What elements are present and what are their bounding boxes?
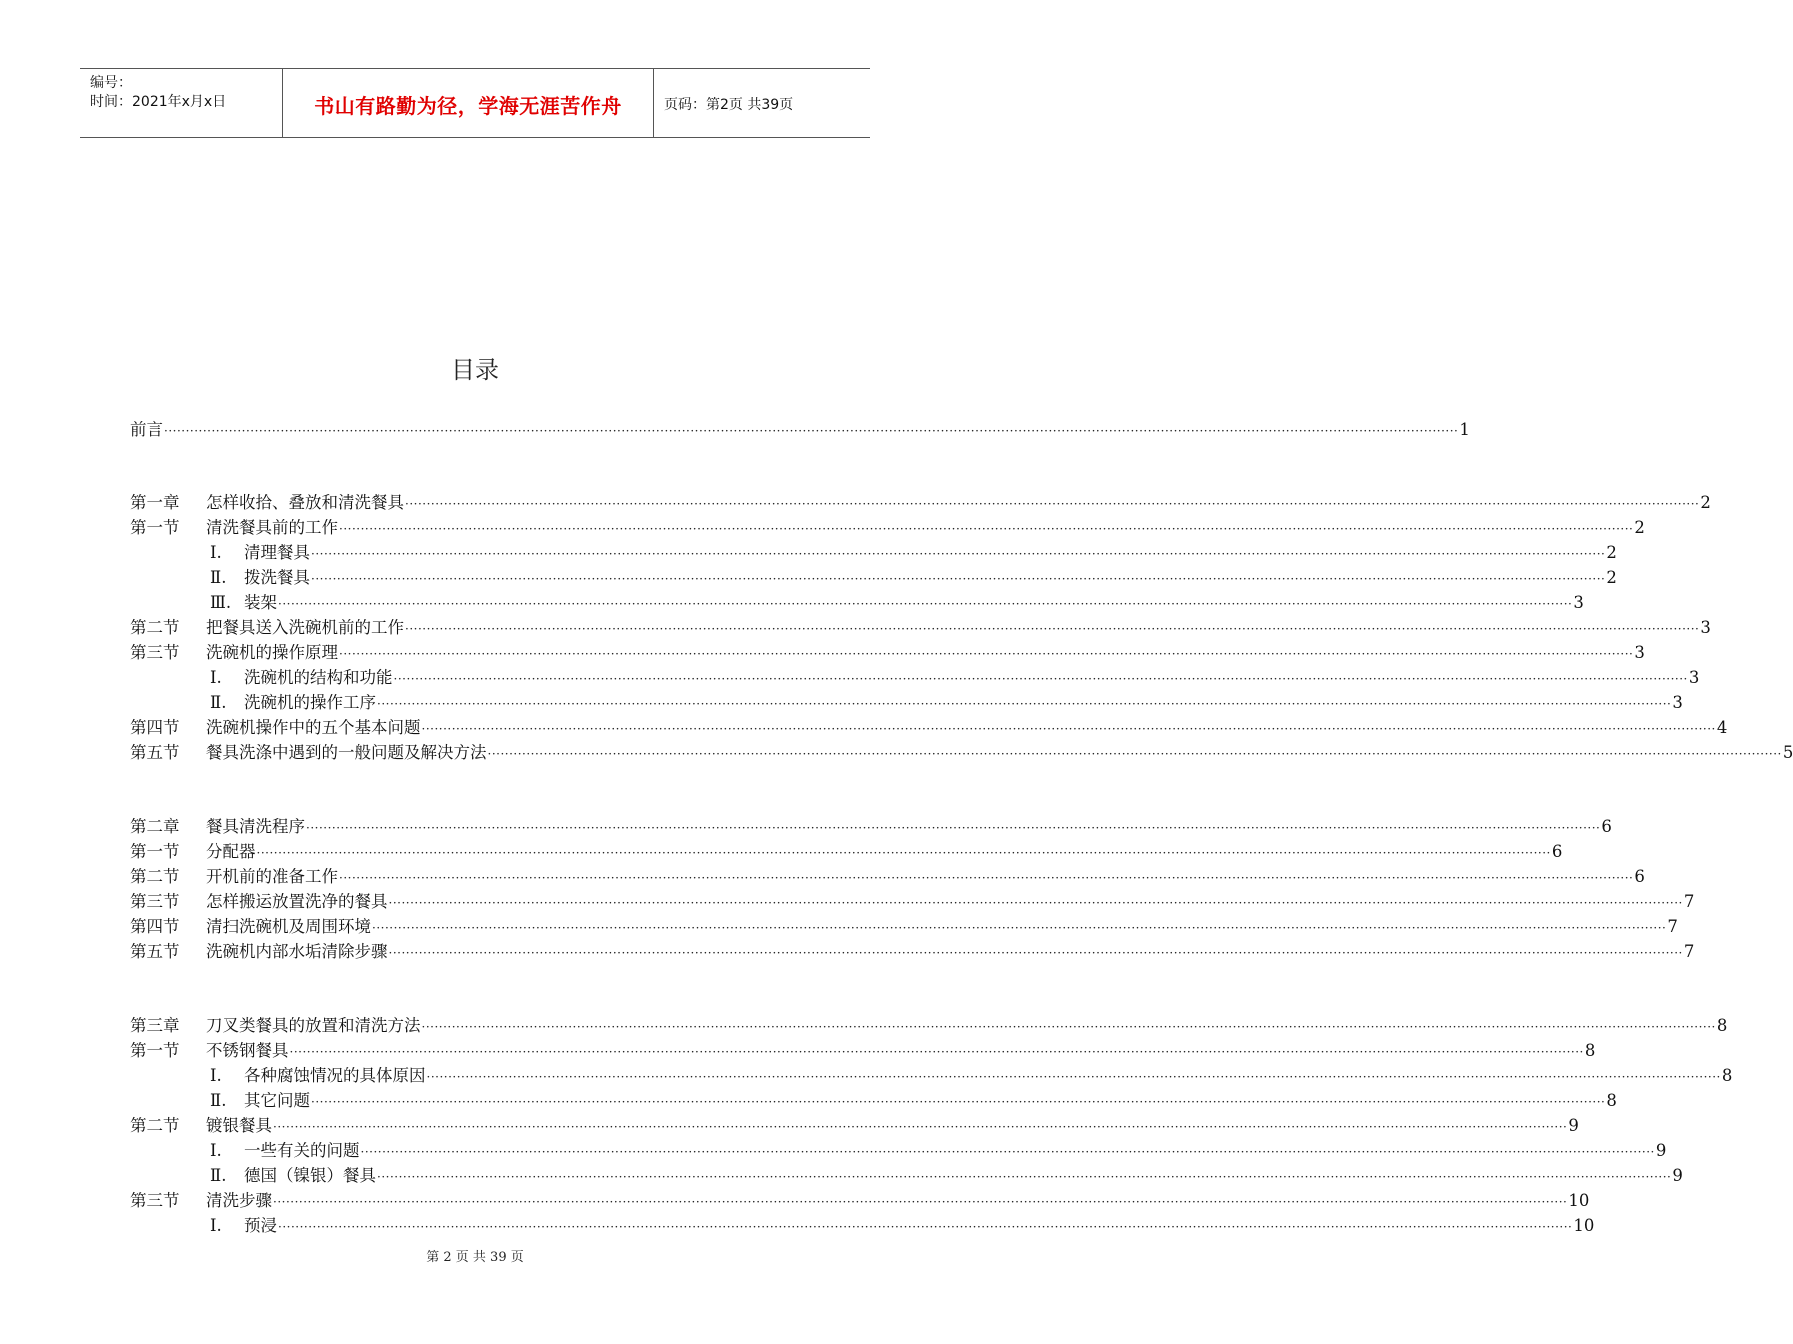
toc-entry-label: 第四节 [130,917,180,936]
toc-entry-title: 把餐具送入洗碗机前的工作 [206,618,404,637]
page-footer: 第 2 页 共 39 页 [426,1250,524,1265]
toc-dot-leader: ············································································································································································································································································································ [339,522,1634,536]
toc-entry-title: 洗碗机的结构和功能 [244,668,393,687]
toc-entry [130,541,1617,565]
toc-dot-leader: ············································································································································································································································································································ [339,871,1634,885]
toc-entry [130,591,1584,615]
toc-entry-title: 其它问题 [244,1091,310,1110]
toc-dot-leader: ············································································································································································································································································································ [405,622,1700,636]
toc-entry-page: 5 [1782,743,1793,762]
toc-dot-leader: ············································································································································································································································································································ [164,424,1459,438]
toc-dot-leader: ············································································································································································································································································································ [306,821,1601,835]
toc-entry-label: 第三节 [130,643,180,662]
toc-entry-title: 刀叉类餐具的放置和清洗方法 [206,1016,421,1035]
toc-entry [130,1114,1579,1138]
toc-entry [130,1214,1595,1238]
toc-entry-label: Ⅲ. [210,593,232,612]
toc-dot-leader: ············································································································································································································································································································ [278,597,1573,611]
toc-entry-label: Ⅱ. [210,568,227,587]
toc-dot-leader: ············································································································································································································································································································ [426,1070,1721,1084]
toc-entry-label: Ⅰ. [210,543,222,562]
toc-entry-page: 7 [1683,942,1695,961]
toc-entry-title: 怎样收拾、叠放和清洗餐具 [206,493,404,512]
toc-dot-leader: ············································································································································································································································································································ [487,747,1782,761]
toc-dot-leader: ············································································································································································································································································································ [256,846,1551,860]
toc-entry [130,516,1645,540]
toc-title: 目录 [451,356,499,384]
toc-entry-label: Ⅰ. [210,668,222,687]
toc-dot-leader: ············································································································································································································································································································ [273,1195,1568,1209]
toc-entry-page: 6 [1634,867,1645,886]
toc-entry-label: 第二节 [130,1116,180,1135]
toc-entry-title: 德国（镍银）餐具 [244,1166,376,1185]
toc-entry-label: 第三节 [130,1191,180,1210]
toc-entry-title: 洗碗机的操作原理 [206,643,338,662]
toc-dot-leader: ············································································································································································································································································································ [311,572,1606,586]
toc-entry-title: 清理餐具 [244,543,310,562]
toc-entry-label: 第四节 [130,718,180,737]
toc-entry-label: Ⅰ. [210,1216,222,1235]
header-motto: 书山有路勤为径，学海无涯苦作舟 [314,94,622,118]
toc-dot-leader: ············································································································································································································································································································ [289,1045,1584,1059]
toc-entry [130,1189,1590,1213]
toc-entry [130,641,1645,665]
header-meta-cell [80,69,283,137]
toc-entry-page: 8 [1721,1066,1733,1085]
toc-entry-title: 一些有关的问题 [244,1141,360,1160]
toc-entry-label: Ⅱ. [210,1166,227,1185]
toc-dot-leader: ············································································································································································································································································································ [339,647,1634,661]
toc-entry [130,840,1563,864]
header-page-cell [654,69,870,137]
toc-entry-title: 怎样搬运放置洗净的餐具 [206,892,388,911]
toc-entry-page: 8 [1584,1041,1596,1060]
toc-entry-label: Ⅱ. [210,1091,227,1110]
toc-entry-label: 第一节 [130,1041,180,1060]
toc-entry-title: 洗碗机操作中的五个基本问题 [206,718,421,737]
toc-entry-page: 7 [1667,917,1678,936]
toc-entry-page: 9 [1672,1166,1683,1185]
toc-entry [130,1164,1683,1188]
toc-entry-page: 9 [1655,1141,1667,1160]
toc-dot-leader: ············································································································································································································································································································ [421,1020,1716,1034]
toc-dot-leader: ············································································································································································································································································································ [393,672,1688,686]
toc-entry [130,815,1612,839]
toc-entry-label: 第二章 [130,817,180,836]
document-header [80,68,870,138]
toc-entry-page: 3 [1700,618,1711,637]
toc-entry-title: 前言 [130,420,163,439]
toc-entry [130,566,1617,590]
toc-dot-leader: ············································································································································································································································································································ [388,896,1683,910]
toc-entry-label: 第一章 [130,493,180,512]
toc-entry-page: 7 [1683,892,1695,911]
toc-entry-page: 1 [1459,420,1470,439]
toc-entry-title: 餐具洗涤中遇到的一般问题及解决方法 [206,743,487,762]
toc-dot-leader: ············································································································································································································································································································ [372,921,1667,935]
toc-dot-leader: ············································································································································································································································································································ [311,1095,1606,1109]
toc-entry [130,666,1700,690]
toc-entry [130,1014,1728,1038]
header-motto-cell [283,69,654,137]
toc-entry-title: 预浸 [244,1216,277,1235]
document-number-label: 编号： [90,75,132,91]
toc-entry [130,915,1678,939]
toc-entry-label: Ⅰ. [210,1066,222,1085]
toc-entry-page: 10 [1568,1191,1590,1210]
toc-entry [130,616,1711,640]
toc-dot-leader: ············································································································································································································································································································ [377,697,1672,711]
toc-entry-title: 镀银餐具 [206,1116,272,1135]
toc-entry-title: 清洗餐具前的工作 [206,518,338,537]
toc-dot-leader: ············································································································································································································································································································ [273,1120,1568,1134]
toc-entry-label: Ⅰ. [210,1141,222,1160]
toc-entry-page: 6 [1601,817,1612,836]
toc-dot-leader: ············································································································································································································································································································ [311,547,1606,561]
toc-dot-leader: ············································································································································································································································································································ [388,946,1683,960]
toc-entry-label: 第五节 [130,942,180,961]
toc-entry-label: 第五节 [130,743,180,762]
toc-entry [130,1039,1596,1063]
toc-dot-leader: ············································································································································································································································································································ [360,1145,1655,1159]
toc-entry [130,741,1793,765]
header-page-info: 页码：第2页 共39页 [664,97,794,113]
toc-entry-page: 9 [1568,1116,1579,1135]
toc-entry-label: Ⅱ. [210,693,227,712]
toc-entry-page: 8 [1606,1091,1617,1110]
toc-entry-page: 3 [1672,693,1683,712]
toc-entry-page: 8 [1716,1016,1728,1035]
toc-entry-title: 清洗步骤 [206,1191,272,1210]
toc-entry-label: 第一节 [130,518,180,537]
toc-entry-page: 4 [1716,718,1728,737]
toc-dot-leader: ············································································································································································································································································································ [405,497,1700,511]
toc-dot-leader: ············································································································································································································································································································ [278,1220,1573,1234]
toc-entry-title: 装架 [244,593,277,612]
toc-entry-page: 6 [1551,842,1563,861]
toc-entry [130,1139,1667,1163]
document-date: 时间：2021年x月x日 [90,94,227,110]
toc-dot-leader: ············································································································································································································································································································ [377,1170,1672,1184]
toc-entry-title: 清扫洗碗机及周围环境 [206,917,371,936]
toc-entry-page: 2 [1700,493,1711,512]
toc-entry-title: 不锈钢餐具 [206,1041,289,1060]
toc-entry-title: 分配器 [206,842,256,861]
toc-entry-title: 开机前的准备工作 [206,867,338,886]
toc-entry-label: 第三节 [130,892,180,911]
toc-entry-title: 餐具清洗程序 [206,817,305,836]
toc-entry-title: 洗碗机的操作工序 [244,693,376,712]
toc-dot-leader: ············································································································································································································································································································ [421,722,1716,736]
toc-entry [130,418,1470,442]
toc-entry-label: 第二节 [130,618,180,637]
toc-entry-page: 2 [1606,568,1617,587]
toc-entry [130,491,1711,515]
toc-entry-title: 拨洗餐具 [244,568,310,587]
toc-entry-title: 各种腐蚀情况的具体原因 [244,1066,426,1085]
toc-entry [130,691,1683,715]
toc-entry-page: 3 [1634,643,1645,662]
toc-entry-label: 第一节 [130,842,180,861]
toc-entry [130,1089,1617,1113]
toc-entry-page: 2 [1634,518,1645,537]
toc-entry [130,890,1695,914]
toc-entry-page: 3 [1573,593,1584,612]
toc-entry-label: 第二节 [130,867,180,886]
toc-entry-title: 洗碗机内部水垢清除步骤 [206,942,388,961]
toc-entry-page: 3 [1688,668,1700,687]
toc-entry [130,865,1645,889]
toc-entry-page: 10 [1573,1216,1595,1235]
toc-entry-page: 2 [1606,543,1617,562]
toc-entry [130,716,1728,740]
toc-entry [130,1064,1733,1088]
toc-entry-label: 第三章 [130,1016,180,1035]
toc-entry [130,940,1695,964]
